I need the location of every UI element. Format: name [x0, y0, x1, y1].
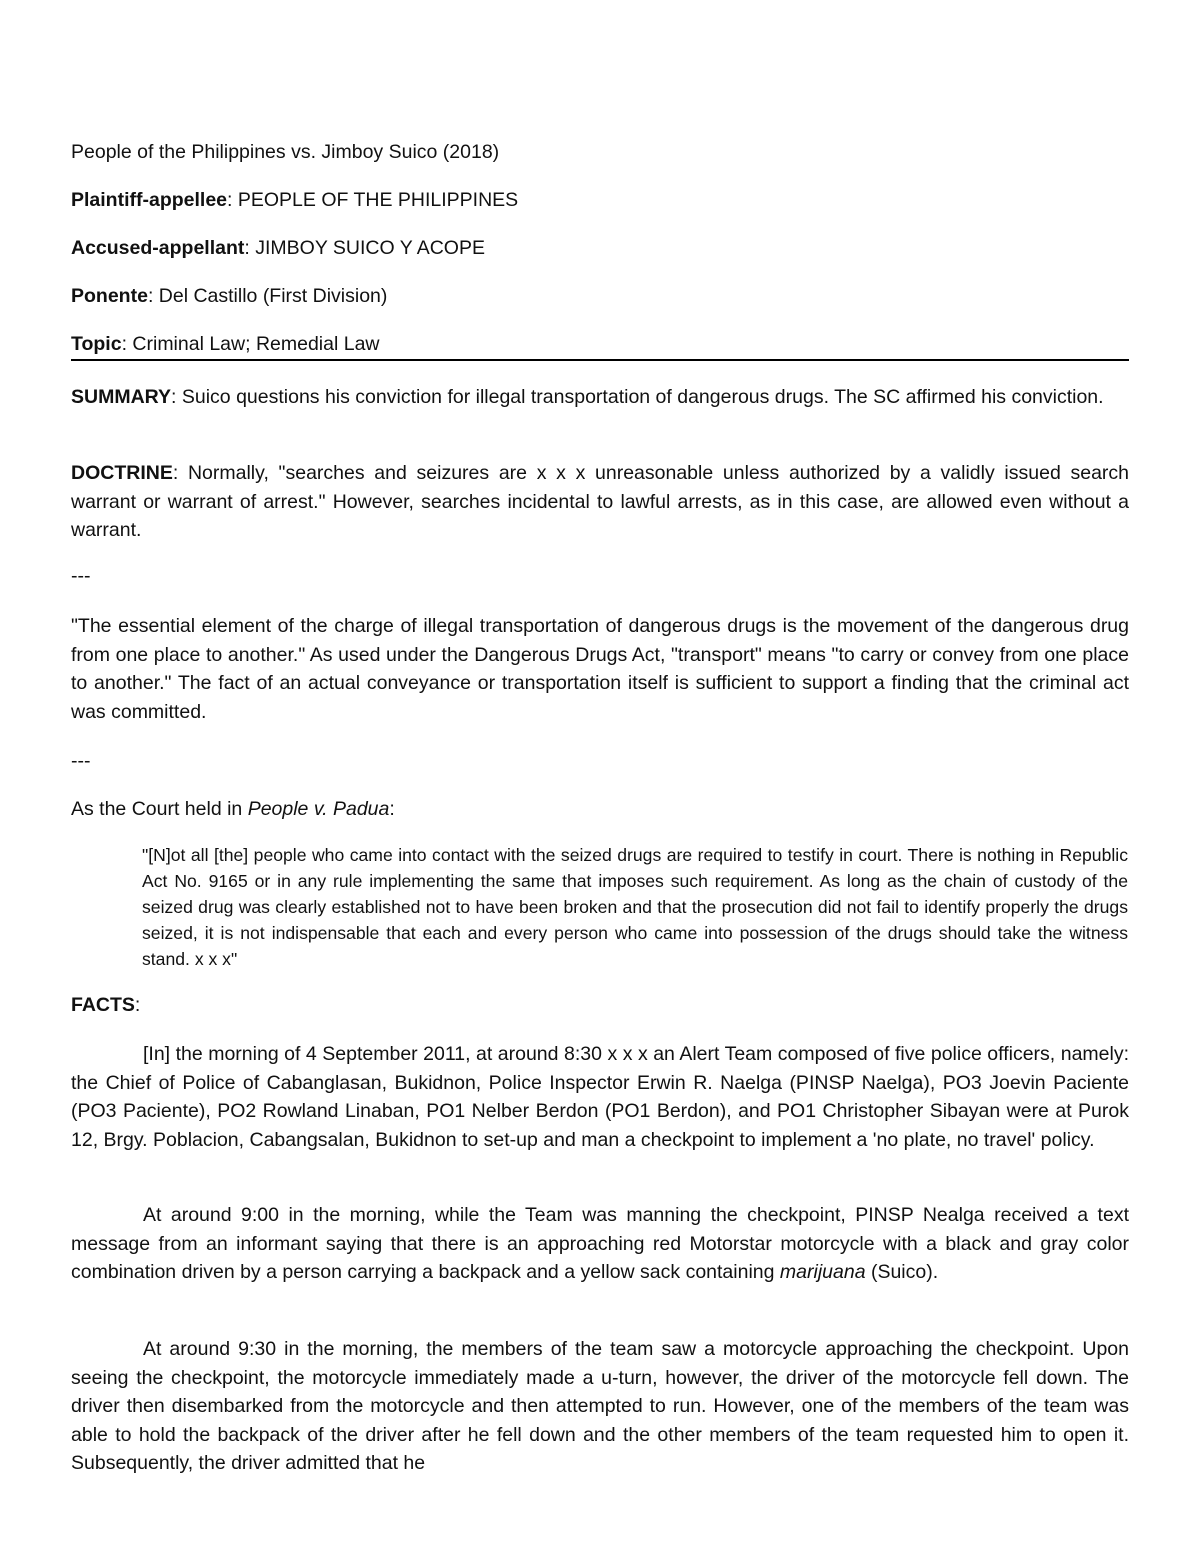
accused-field: Accused-appellant: JIMBOY SUICO Y ACOPE: [71, 237, 485, 259]
facts-paragraph-1: [In] the morning of 4 September 2011, at around 8:30 x x x an Alert Team composed of five police officers, namely: the Chief of Police of Cabanglasan, Bukidnon, Police Inspector Erwin R. Naelga (PINSP Naelga), PO3 Joevin Paciente (PO3 Paciente), PO2 Rowland Linaban, PO1 Nelber Berdon (PO1 Berdon), and PO1 Christopher Sibayan were at Purok 12, Brgy. Poblacion, Cabangsalan, Bukidnon to set-up and man a checkpoint to implement a 'no plate, no travel' policy.: [71, 1043, 1129, 1151]
plaintiff-value: PEOPLE OF THE PHILIPPINES: [237, 189, 519, 211]
doctrine-paragraph: DOCTRINE: Normally, "searches and seizures are x x x unreasonable unless authorized by a validly issued search warrant or warrant of arrest." However, searches incidental to lawful arrests, as in this case, are allowed even without a warrant.: [71, 462, 1130, 542]
transport-paragraph: "The essential element of the charge of illegal transportation of dangerous drugs is the movement of the dangerous drug from one place to another." As used under the Dangerous Drugs Act, "transport" means "to carry or convey from one place to another." The fact of an actual conveyance or transportation itself is sufficient to support a finding that the criminal act was committed.: [71, 615, 1129, 723]
summary-text: Suico questions his conviction for illegal transportation of dangerous drugs. The SC affirmed his conviction.: [181, 386, 1104, 408]
facts-paragraph-2: [71, 1201, 1129, 1287]
padua-intro-suffix: :: [389, 798, 395, 820]
case-title: People of the Philippines vs. Jimboy Suico (2018): [71, 141, 500, 163]
doctrine-label: DOCTRINE: [71, 462, 173, 484]
accused-label: Accused-appellant: [71, 237, 245, 259]
facts-p2-end: (Suico).: [865, 1261, 939, 1284]
summary-label: SUMMARY: [71, 386, 172, 408]
ponente-field: Ponente: Del Castillo (First Division): [71, 285, 388, 307]
plaintiff-label: Plaintiff-appellee: [71, 189, 228, 211]
padua-intro-prefix: As the Court held in: [71, 798, 248, 820]
plaintiff-field: Plaintiff-appellee: PEOPLE OF THE PHILIPPINES: [71, 189, 519, 211]
facts-paragraph-3: At around 9:30 in the morning, the members of the team saw a motorcycle approaching the checkpoint. Upon seeing the checkpoint, the motorcycle immediately made a u-turn, however, the driver of the motorcycle fell down. The driver then disembarked from the motorcycle and then attempted to run. However, one of the members of the team was able to hold the backpack of the driver after he fell down and the other members of the team requested him to open it. Subsequently, the driver admitted that he: [71, 1338, 1129, 1475]
ponente-value: Del Castillo (First Division): [158, 285, 388, 307]
padua-intro: [71, 795, 1129, 824]
header-divider: [71, 359, 1129, 361]
section-separator: ---: [71, 565, 91, 587]
facts-heading: FACTS:: [71, 994, 141, 1016]
padua-block-quote: "[N]ot all [the] people who came into contact with the seized drugs are required to testify in court. There is nothing in Republic Act No. 9165 or in any rule implementing the same that imposes such requirement. As long as the chain of custody of the seized drug was clearly established not to have been broken and that the prosecution did not fail to identify properly the drugs seized, it is not indispensable that each and every person who came into possession of the drugs should take the witness stand. x x x": [142, 845, 1128, 969]
ponente-label: Ponente: [71, 285, 148, 307]
section-separator: ---: [71, 750, 91, 772]
facts-p2-italic: marijuana: [779, 1261, 866, 1284]
accused-value: JIMBOY SUICO Y ACOPE: [255, 237, 485, 259]
topic-label: Topic: [71, 333, 122, 355]
topic-field: Topic: Criminal Law; Remedial Law: [71, 333, 380, 355]
padua-case-name: People v. Padua: [247, 798, 390, 820]
facts-label: FACTS: [71, 994, 135, 1016]
doctrine-text: Normally, "searches and seizures are x x x unreasonable unless authorized by a validly issued search warrant or warrant of arrest." However, searches incidental to lawful arrests, as in this case, are allowed even without a warrant.: [71, 462, 1130, 542]
summary-paragraph: SUMMARY: Suico questions his conviction for illegal transportation of dangerous drugs. The SC affirmed his conviction.: [71, 386, 1104, 408]
topic-value: Criminal Law; Remedial Law: [132, 333, 380, 355]
facts-p2-main: At around 9:00 in the morning, while the Team was manning the checkpoint, PINSP Nealga received a text message from an informant saying that there is an approaching red Motorstar motorcycle with a black and gray color combination driven by a person carrying a backpack and a yellow sack containing: [71, 1204, 1129, 1284]
